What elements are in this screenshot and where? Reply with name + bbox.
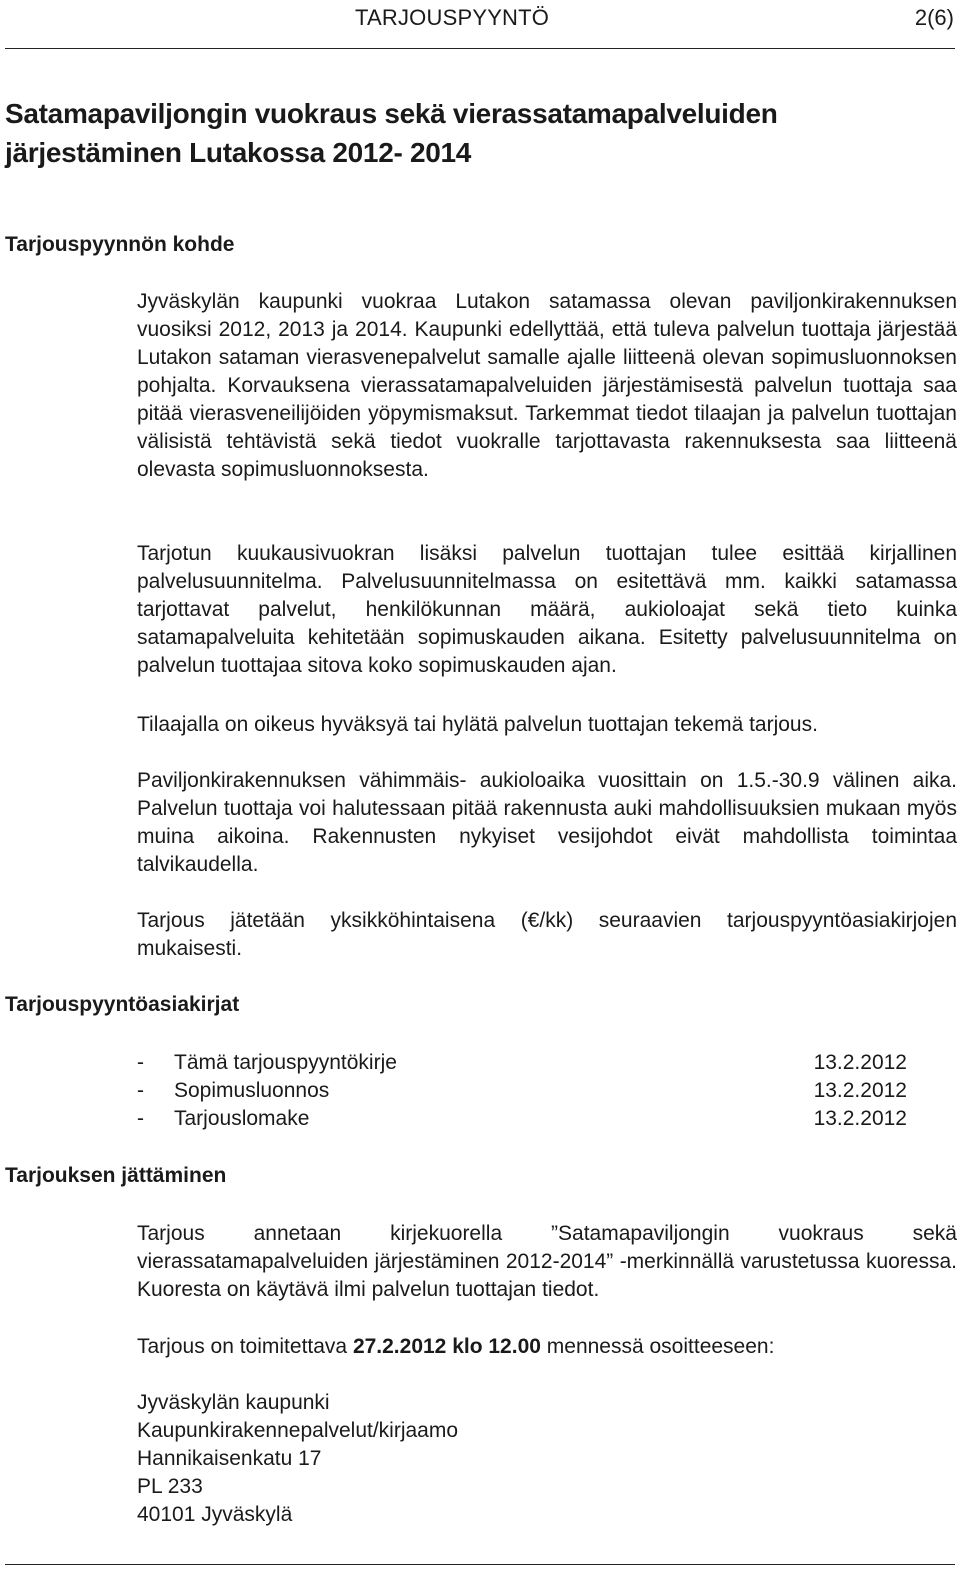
page-header [0, 0, 960, 40]
deadline-text-post: mennessä osoitteeseen: [540, 1335, 775, 1358]
footer-divider [5, 1564, 955, 1565]
paragraph-kohde-1: Jyväskylän kaupunki vuokraa Lutakon satamassa olevan paviljonkirakennuksen vuosiksi 2012, 2013 ja 2014. Kaupunki edellyttää, että tuleva palvelun tuottaja järjestää Lutakon sataman vierasvenepalvelut samalle ajalle liitteenä olevan sopimusluonnoksen pohjalta. Korvauksena vierassatamapalveluiden järjestämisestä palvelun tuottaja saa pitää vierasveneilijöiden yöpymismaksut. Tarkemmat tiedot tilaajan ja palvelun tuottajan välisistä tehtävistä sekä tiedot vuokralle tarjottavasta rakennuksesta saa liitteenä olevasta sopimusluonnoksesta. [137, 290, 957, 481]
delivery-address [137, 1389, 458, 1529]
section-heading-jattaminen: Tarjouksen jättäminen [5, 1164, 227, 1187]
list-item [137, 1049, 907, 1077]
deadline-text-pre: Tarjous on toimitettava [137, 1335, 353, 1358]
address-line: 40101 Jyväskylä [137, 1503, 293, 1526]
document-name: Tarjouslomake [174, 1107, 310, 1130]
document-date: 13.2.2012 [813, 1051, 907, 1074]
paragraph-deadline [137, 1333, 957, 1361]
list-item [137, 1105, 907, 1133]
document-date: 13.2.2012 [813, 1079, 907, 1102]
list-item [137, 1077, 907, 1105]
list-bullet: - [137, 1079, 144, 1102]
paragraph-kohde-3: Tilaajalla on oikeus hyväksyä tai hylätä palvelun tuottajan tekemä tarjous. [137, 713, 818, 736]
address-line: PL 233 [137, 1475, 203, 1498]
document-type: TARJOUSPYYNTÖ [355, 5, 550, 30]
section-heading-kohde: Tarjouspyynnön kohde [5, 233, 235, 256]
deadline-date: 27.2.2012 klo 12.00 [352, 1335, 541, 1358]
address-line: Kaupunkirakennepalvelut/kirjaamo [137, 1419, 459, 1442]
section-heading-asiakirjat: Tarjouspyyntöasiakirjat [5, 993, 240, 1016]
paragraph-kohde-2: Tarjotun kuukausivuokran lisäksi palvelun tuottajan tulee esittää kirjallinen palvelusuunnitelma. Palvelusuunnitelmassa on esitettävä mm. kaikki satamassa tarjottavat palvelut, henkilökunnan määrä, aukioloajat sekä tieto kuinka satamapalveluita kehitetään sopimuskauden aikana. Esitetty palvelusuunnitelma on palvelun tuottajaa sitova koko sopimuskauden ajan. [137, 542, 957, 677]
document-title: Satamapaviljongin vuokraus sekä vierassatamapalveluiden järjestäminen Lutakossa 2012- 2014 [5, 98, 778, 168]
document-date: 13.2.2012 [813, 1107, 907, 1130]
header-divider [5, 48, 955, 49]
document-name: Tämä tarjouspyyntökirje [174, 1051, 397, 1074]
address-line: Jyväskylän kaupunki [137, 1391, 330, 1414]
paragraph-jattaminen-1: Tarjous annetaan kirjekuorella ”Satamapaviljongin vuokraus sekä vierassatamapalveluiden järjestäminen 2012-2014” -merkinnällä varustetussa kuoressa. Kuoresta on käytävä ilmi palvelun tuottajan tiedot. [137, 1222, 957, 1301]
address-line: Hannikaisenkatu 17 [137, 1447, 322, 1470]
list-bullet: - [137, 1107, 144, 1130]
document-name: Sopimusluonnos [174, 1079, 330, 1102]
paragraph-kohde-4: Paviljonkirakennuksen vähimmäis- aukioloaika vuosittain on 1.5.-30.9 välinen aika. Palvelun tuottaja voi halutessaan pitää rakennusta auki mahdollisuuksien mukaan myös muina aikoina. Rakennusten nykyiset vesijohdot eivät mahdollista toimintaa talvikaudella. [137, 769, 957, 876]
document-list [137, 1049, 907, 1133]
list-bullet: - [137, 1051, 144, 1074]
paragraph-kohde-5: Tarjous jätetään yksikköhintaisena (€/kk) seuraavien tarjouspyyntöasiakirjojen mukaisesti. [137, 909, 957, 960]
page-number: 2(6) [914, 5, 954, 30]
